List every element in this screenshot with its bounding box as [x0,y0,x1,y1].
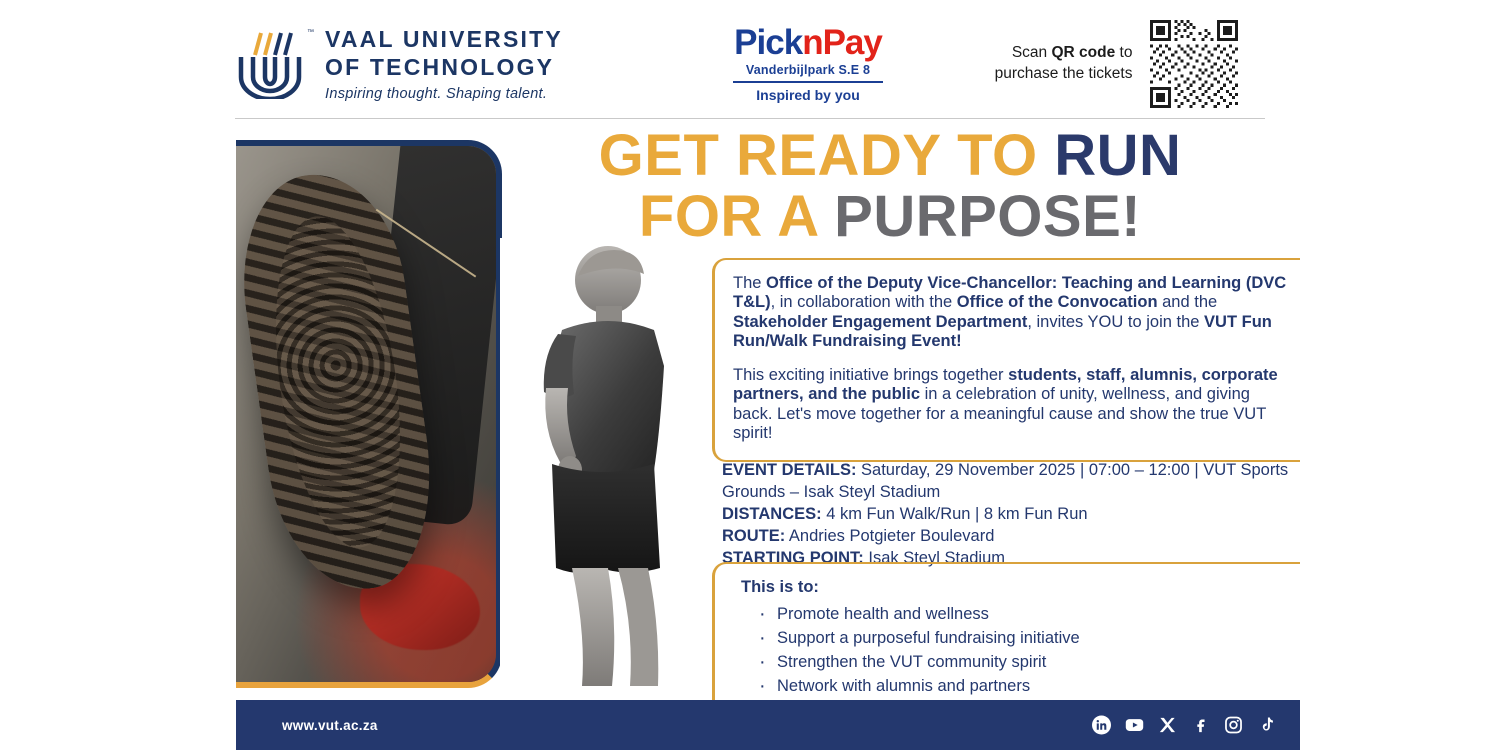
vut-u-icon [235,55,305,99]
qr-text-post: to [1115,44,1133,62]
tiktok-icon[interactable] [1257,716,1276,735]
intro-p1-t1: The [733,274,767,292]
vut-name-line2: OF TECHNOLOGY [325,53,555,80]
distances-line [722,504,1302,526]
pnp-divider [733,81,883,83]
poster-header [235,14,1265,114]
pnp-wordmark [686,25,931,60]
facebook-icon[interactable] [1191,716,1210,735]
route-label: ROUTE: [722,526,786,545]
pnp-tagline: Inspired by you [756,87,860,103]
header-divider [235,118,1265,119]
pnp-p: P [734,23,757,62]
vut-wordmark [325,26,563,101]
website-url[interactable]: www.vut.ac.za [282,717,378,733]
intro-p1-t3: and the [1157,293,1218,312]
list-item: · Support a purposeful fundraising initiative [741,627,1290,651]
vut-name-line1: VAAL UNIVERSITY [325,26,563,53]
qr-scan-block [982,20,1265,108]
intro-p1-b4: VUT Fun Run/Walk Fundraising Event! [733,312,1272,351]
vut-swoosh-icon [253,31,297,57]
qr-text-bold: QR code [1051,44,1116,62]
qr-text-pre: Scan [1011,44,1052,62]
vut-tagline: Inspiring thought. Shaping talent. [325,85,548,102]
list-item: · Promote health and wellness [741,603,1290,627]
intro-p1-t4: , invites YOU to join the [1027,312,1205,331]
headline-line-2 [540,183,1240,249]
event-details-value: Saturday, 29 November 2025 | 07:00 – 12:00 | VUT Sports Grounds – Isak Steyl Stadium [722,461,1289,501]
headline-line1-gold: GET READY TO [598,123,1055,188]
intro-p2-t2: in a celebration of unity, wellness, and giving back. Let's move together for a meaningful cause and show the true VUT spirit! [733,385,1266,443]
social-icons [1092,716,1276,735]
intro-p1-t2: , in collaboration with the [770,293,957,312]
route-value: Andries Potgieter Boulevard [785,526,995,545]
starting-point-label: STARTING POINT: [722,548,864,567]
youtube-icon[interactable] [1125,716,1144,735]
purpose-list [741,603,1290,699]
event-details-line [722,460,1302,504]
intro-p1-b1: Office of the Deputy Vice-Chancellor: Teaching and Learning (DVC T&L) [733,274,1287,312]
pnp-ick: ick [756,23,803,62]
event-details-label: EVENT DETAILS: [722,461,857,479]
linkedin-icon[interactable] [1092,716,1111,735]
walker-figure-icon [500,238,696,692]
vut-logo [235,26,631,101]
intro-p2-t1: This exciting initiative brings together [733,365,1009,384]
vut-logo-mark-icon [235,29,314,99]
pick-n-pay-logo [686,25,931,103]
headline [540,123,1240,249]
qr-code-icon[interactable] [1150,20,1238,108]
intro-paragraph-1 [733,274,1290,352]
pnp-n: n [802,23,823,62]
event-details-block [722,460,1302,570]
distances-label: DISTANCES: [722,504,822,523]
qr-instruction-text [982,43,1132,85]
headline-line2-gold: FOR A [638,183,835,249]
starting-point-value: Isak Steyl Stadium [863,548,1006,567]
trademark-symbol: ™ [307,29,314,36]
list-item: · Network with alumnis and partners [741,675,1290,699]
instagram-icon[interactable] [1224,716,1243,735]
purpose-title: This is to: [741,578,819,596]
pnp-store-name: Vanderbijlpark S.E 8 [745,63,871,77]
distances-value: 4 km Fun Walk/Run | 8 km Fun Run [821,504,1088,523]
headline-line1-navy: RUN [1054,123,1182,188]
intro-p1-b2: Office of the Convocation [956,293,1158,312]
x-icon[interactable] [1158,716,1177,735]
intro-text-box [712,258,1300,462]
list-item: · Strengthen the VUT community spirit [741,651,1290,675]
walker-photo [500,238,696,692]
intro-p1-b3: Stakeholder Engagement Department [733,312,1028,331]
intro-paragraph-2 [733,366,1290,444]
headline-line-1 [540,123,1240,188]
purpose-box [712,562,1300,715]
shoe-sole-photo [236,140,502,688]
pnp-pay: Pay [822,23,882,62]
poster-footer [236,700,1300,750]
intro-p2-b1: students, staff, alumnis, corporate partners, and the public [733,365,1278,404]
route-line [722,526,1302,548]
headline-line2-grey: PURPOSE! [834,183,1142,249]
qr-text-line2: purchase the tickets [994,65,1133,82]
